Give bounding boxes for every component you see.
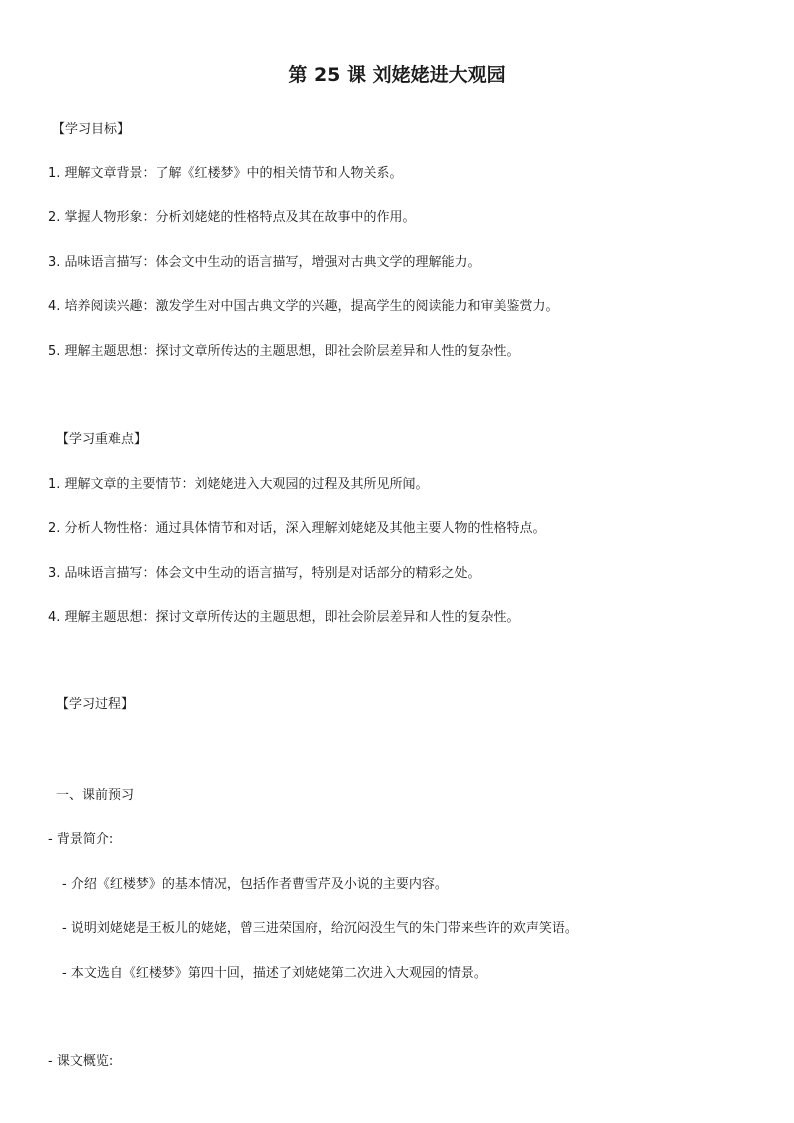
objective-item-4: 4. 培养阅读兴趣：激发学生对中国古典文学的兴趣，提高学生的阅读能力和审美鉴赏力。 (48, 299, 559, 314)
background-item-1: - 介绍《红楼梦》的基本情况，包括作者曹雪芹及小说的主要内容。 (62, 877, 448, 892)
process-heading: 【学习过程】 (56, 697, 135, 712)
page-title: 第 25 课 刘姥姥进大观园 (288, 64, 506, 86)
key-point-item-3: 3. 品味语言描写：体会文中生动的语言描写，特别是对话部分的精彩之处。 (48, 566, 481, 581)
key-point-item-2: 2. 分析人物性格：通过具体情节和对话，深入理解刘姥姥及其他主要人物的性格特点。 (48, 521, 546, 536)
objective-item-1: 1. 理解文章背景：了解《红楼梦》中的相关情节和人物关系。 (48, 166, 403, 181)
section1-heading: 一、课前预习 (56, 788, 135, 803)
key-point-item-1: 1. 理解文章的主要情节：刘姥姥进入大观园的过程及其所见所闻。 (48, 477, 429, 492)
background-item-2: - 说明刘姥姥是王板儿的姥姥，曾三进荣国府，给沉闷没生气的朱门带来些许的欢声笑语。 (62, 921, 578, 936)
objective-item-2: 2. 掌握人物形象：分析刘姥姥的性格特点及其在故事中的作用。 (48, 210, 416, 225)
background-item-3: - 本文选自《红楼梦》第四十回，描述了刘姥姥第二次进入大观园的情景。 (62, 966, 487, 981)
objectives-heading: 【学习目标】 (52, 122, 131, 137)
key-points-heading: 【学习重难点】 (56, 432, 148, 447)
objective-item-3: 3. 品味语言描写：体会文中生动的语言描写，增强对古典文学的理解能力。 (48, 255, 481, 270)
key-point-item-4: 4. 理解主题思想：探讨文章所传达的主题思想，即社会阶层差异和人性的复杂性。 (48, 610, 520, 625)
overview-label: - 课文概览: (48, 1054, 114, 1069)
background-label: - 背景简介: (48, 832, 114, 847)
objective-item-5: 5. 理解主题思想：探讨文章所传达的主题思想，即社会阶层差异和人性的复杂性。 (48, 344, 520, 359)
